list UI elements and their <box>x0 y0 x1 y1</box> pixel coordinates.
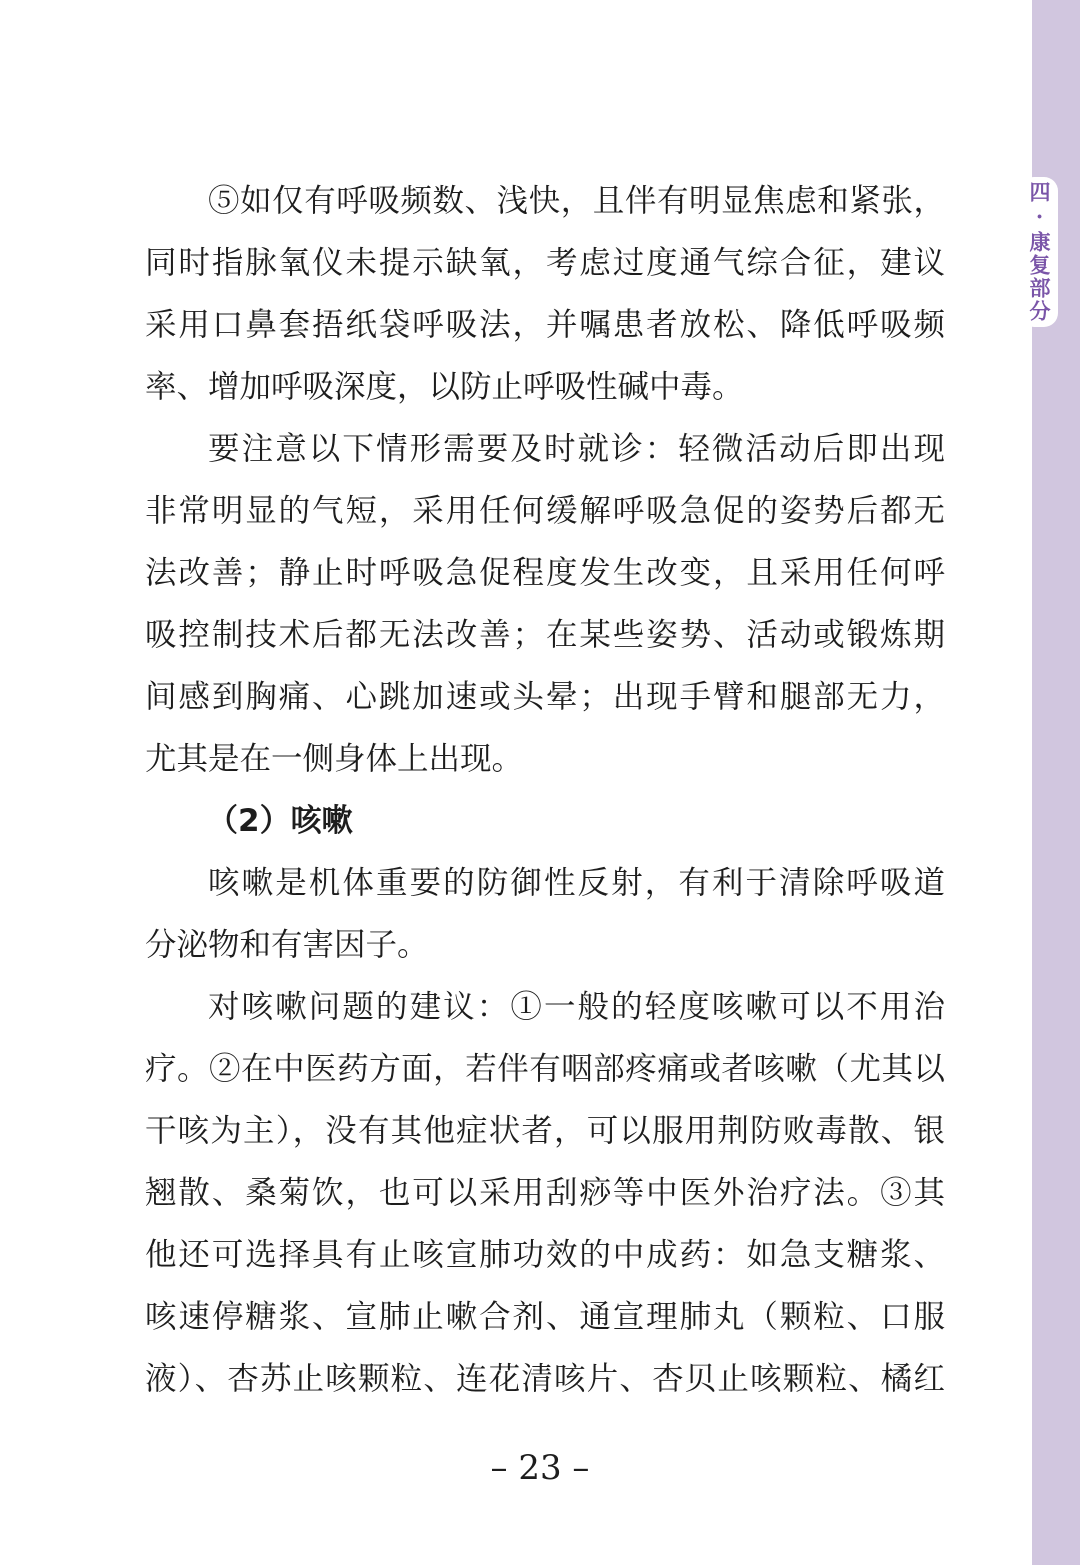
text-line: 采用口鼻套捂纸袋呼吸法，并嘱患者放松、降低呼吸频 <box>145 307 945 343</box>
text-line: 分泌物和有害因子。 <box>145 927 429 963</box>
page-footer <box>0 1448 1080 1488</box>
text-line: 非常明显的气短，采用任何缓解呼吸急促的姿势后都无 <box>145 493 945 529</box>
text-line: 液）、杏苏止咳颗粒、连花清咳片、杏贝止咳颗粒、橘红 <box>145 1361 945 1397</box>
text-line: 干咳为主），没有其他症状者，可以服用荆防败毒散、银 <box>145 1113 945 1149</box>
text-line: 疗。②在中医药方面，若伴有咽部疼痛或者咳嗽（尤其以 <box>145 1051 945 1087</box>
body-text <box>145 170 945 1410</box>
section-tab <box>1020 177 1058 327</box>
text-line: 法改善；静止时呼吸急促程度发生改变，且采用任何呼 <box>145 555 945 591</box>
text-line: 要注意以下情形需要及时就诊：轻微活动后即出现 <box>208 431 945 467</box>
text-line: 尤其是在一侧身体上出现。 <box>145 741 524 777</box>
text-line: 咳嗽是机体重要的防御性反射，有利于清除呼吸道 <box>208 865 945 901</box>
text-line: 同时指脉氧仪未提示缺氧，考虑过度通气综合征，建议 <box>145 245 945 281</box>
text-line: 吸控制技术后都无法改善；在某些姿势、活动或锻炼期 <box>145 617 945 653</box>
page-number: – 23 – <box>490 1448 590 1488</box>
text-line: ⑤如仅有呼吸频数、浅快，且伴有明显焦虑和紧张， <box>208 183 945 219</box>
text-line: 对咳嗽问题的建议：①一般的轻度咳嗽可以不用治 <box>208 989 945 1025</box>
text-line: 咳速停糖浆、宣肺止嗽合剂、通宣理肺丸（颗粒、口服 <box>145 1299 945 1335</box>
text-line: 率、增加呼吸深度，以防止呼吸性碱中毒。 <box>145 369 744 405</box>
text-line: 他还可选择具有止咳宣肺功效的中成药：如急支糖浆、 <box>145 1237 945 1273</box>
section-heading: （2）咳嗽 <box>207 803 353 839</box>
text-line: 间感到胸痛、心跳加速或头晕；出现手臂和腿部无力， <box>145 679 945 715</box>
text-line: 翘散、桑菊饮，也可以采用刮痧等中医外治疗法。③其 <box>145 1175 945 1211</box>
section-tab-label: 四·康复部分 <box>1027 181 1052 323</box>
